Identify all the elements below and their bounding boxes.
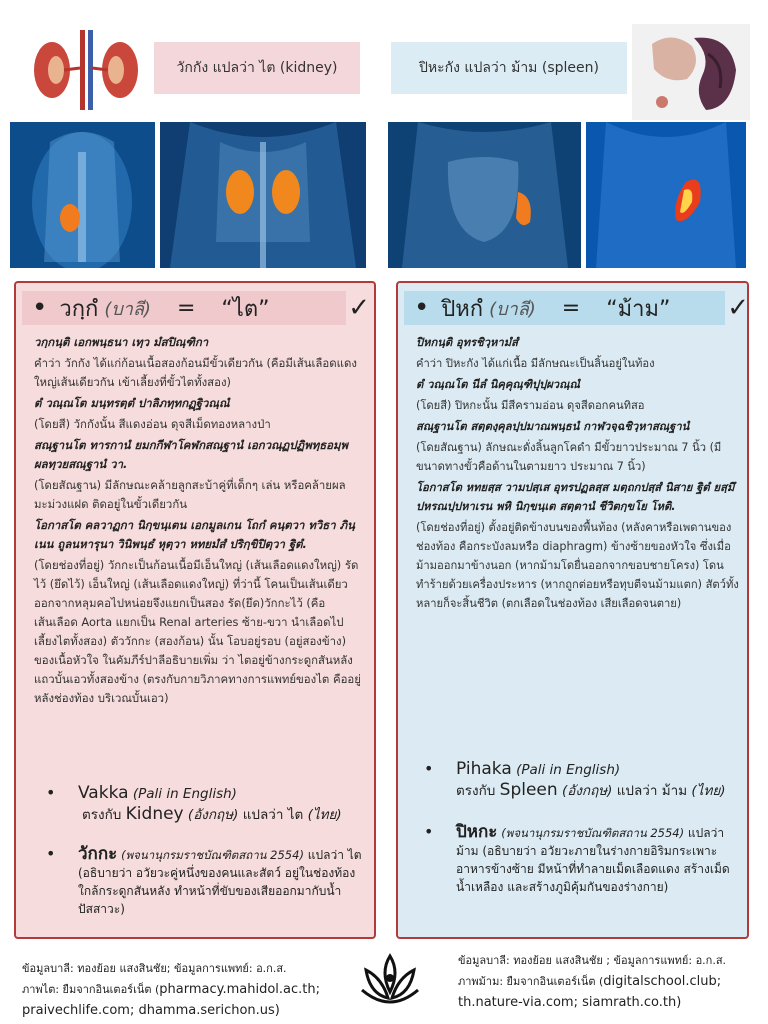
bullet-icon: • xyxy=(46,783,56,802)
equals-sign: = xyxy=(176,295,196,321)
english-term: Kidney xyxy=(125,804,184,824)
source-link[interactable]: pharmacy.mahidol.ac.th; xyxy=(159,982,321,997)
english-term: Spleen xyxy=(499,780,558,800)
pali-verse: ปิหกนฺติ อุทรชิวฺหามํสํ xyxy=(416,336,518,349)
term-note: (Pali in English) xyxy=(516,762,621,778)
pali-verse: สณฺฐานโต ทารกานํ ยมกกีฬาโคฬกสณฺฐานํ เอกวณฺฏปฏิพทฺธอมฺพผลทฺวยสณฺฐานํ วา. xyxy=(34,438,349,471)
text: (อังกฤษ) xyxy=(187,807,239,823)
thai-translation: (โดยสี) ปิหกะนั้น มีสีครามอ่อน ดุจสีดอกคนทิสอ xyxy=(416,399,645,412)
thai-translation: (โดยช่องที่อยู่) ตั้งอยู่ติดข้างบนของพื้นท้อง (หลังคาหรือเพดานของช่องท้อง คือกระบังลมหรือ diaphragm) ข้างซ้ายของหัวใจ ซึ่งเมื่อม้ามออกมาข้างนอก (หากม้ามโดยื่นออกจากขอบชายโครง) โดนทำร้ายด้วยเครื่องประหาร (หากถูกต่อยหรือทุบตีจนม้ามแตก) สัตว์ทั้งหลายก็จะสิ้นชีวิต (ตกเลือดในช่องท้อง เสียเลือดจนตาย) xyxy=(416,521,739,610)
kidney-title: วกฺกํ xyxy=(59,296,99,322)
source-link[interactable]: th.nature-via.com; siamrath.co.th) xyxy=(458,995,682,1010)
dictionary-definition: แปลว่า ไต (อธิบายว่า อวัยวะคู่หนึ่งของคนและสัตว์ อยู่ในช่องท้องใกล้กระดูกสันหลัง ทำหน้าที่ขับของเสียออกมากับน้ำปัสสาวะ) xyxy=(78,848,362,916)
credit-line: ภาพไต: ยืมจากอินเตอร์เน็ต ( xyxy=(22,983,160,996)
thai-translation: คำว่า ปิหะกัง ได้แก่เนื้อ มีลักษณะเป็นลิ้นอยู่ในท้อง xyxy=(416,357,655,370)
kidney-xray-image-2 xyxy=(160,122,366,268)
pali-verse: ตํ วณฺณโต นีลํ นิคฺคุณฺฑิปุปฺผวณฺณํ xyxy=(416,378,580,391)
equals-sign: = xyxy=(561,295,581,321)
term-note: (Pali in English) xyxy=(132,786,237,802)
bullet-icon: • xyxy=(424,822,434,841)
kidney-xray-image-1 xyxy=(10,122,155,268)
text: ตรงกับ xyxy=(82,807,122,823)
text: (ไทย) xyxy=(691,783,726,799)
dictionary-definition: แปลว่า ม้าม (อธิบายว่า อวัยวะภายในร่างกายอิริมกระเพาะอาหารข้างซ้าย มีหน้าที่ทำลายเม็ดเลือดแดง สร้างเม็ดน้ำเหลือง และสร้างภูมิคุ้มกันของร่างกาย) xyxy=(456,826,730,894)
bullet-icon: • xyxy=(46,844,56,863)
lotus-logo-icon xyxy=(356,948,424,1018)
bullet-icon: • xyxy=(414,293,430,323)
pali-verse: วกฺกนฺติ เอกพนฺธนา เทฺว มํสปิณฺฑิกา xyxy=(34,335,209,349)
pali-verse: สณฺฐานโต สตฺตงฺคุลปฺปมาณพนฺธนํ กาฬวจฺฉชิวฺหาสณฺฐานํ xyxy=(416,420,690,433)
spleen-diagram-icon xyxy=(632,24,750,120)
kidney-credits xyxy=(22,958,362,1021)
thai-translation: (โดยสี) วักกังนั้น สีแดงอ่อน ดุจสีเม็ดทองหลางป่า xyxy=(34,417,271,431)
spleen-xray-image-1 xyxy=(388,122,581,268)
bullet-icon: • xyxy=(424,759,434,778)
spleen-header-label: ปิหะกัง แปลว่า ม้าม (spleen) xyxy=(391,42,627,94)
kidney-english-bullet xyxy=(46,783,368,825)
text: แปลว่า ม้าม xyxy=(616,783,688,799)
spleen-pali-tag: (บาลี) xyxy=(489,298,536,320)
text: (ไทย) xyxy=(307,807,342,823)
text: แปลว่า ไต xyxy=(242,807,304,823)
thai-term: ปิหกะ xyxy=(456,822,498,842)
check-mark-icon: ✓ xyxy=(348,293,370,323)
credit-line: ข้อมูลบาลี: ทองย้อย แสงสินชัย; ข้อมูลการแพทย์: อ.ก.ส. xyxy=(22,962,287,975)
pali-verse: โอกาสโต หทยสฺส วามปสฺเส อุทรปฏลสฺส มตฺถกปสฺสํ นิสาย ฐิตํ ยสฺมึ ปหรณปฺปหาเรน พหิ นิกฺขนฺเต สตฺตานํ ชีวิตกฺขโย โหติ. xyxy=(416,481,735,513)
text: (อังกฤษ) xyxy=(561,783,613,799)
thai-translation: (โดยสัณฐาน) มีลักษณะคล้ายลูกสะบ้าคู่ที่เด็กๆ เล่น หรือคล้ายผลมะม่วงแฝด ติดอยู่ในขั้วเดียวกัน xyxy=(34,478,346,511)
dictionary-source: (พจนานุกรมราชบัณฑิตสถาน 2554) xyxy=(501,826,685,840)
text: ตรงกับ xyxy=(456,783,496,799)
credit-line: ภาพม้าม: ยืมจากอินเตอร์เน็ต ( xyxy=(458,975,604,988)
kidney-body-text xyxy=(34,333,364,710)
thai-translation: คำว่า วักกัง ได้แก่ก้อนเนื้อสองก้อนมีขั้วเดียวกัน (คือมีเส้นเลือดแดงใหญ่เส้นเดียวกัน เข้าเลี้ยงที่ขั้วไตทั้งสอง) xyxy=(34,356,357,389)
kidney-heading xyxy=(22,291,370,325)
kidney-diagram-icon xyxy=(30,30,142,110)
thai-translation: (โดยช่องที่อยู่) วักกะเป็นก้อนเนื้อมีเอ็นใหญ่ (เส้นเลือดแดงใหญ่) รัดไว้ (ยึดไว้) เอ็นใหญ่ (เส้นเลือดแดงใหญ่) ที่ว่านี้ โคนเป็นเส้นเดียวออกจากหลุมคอไปหน่อยจึงแยกเป็นสอง รัด(ยึด)วักกะไว้ (คือเส้นเลือด Aorta แยกเป็น Renal arteries ซ้าย-ขวา นำเลือดไปเลี้ยงไตทั้งสอง) ตัววักกะ (สองก้อน) นั้น โอบอยู่รอบ (อยู่สองข้าง) ของเนื้อหัวใจ ในคัมภีร์ปาลีอธิบายเพิ่ม ว่า ไตอยู่ข้างกระดูกสันหลัง แถวบั้นเอวทั้งสองข้าง (ตรงกับกายวิภาคทางการแพทย์ของไต คืออยู่หลังช่องท้อง บริเวณบั้นเอว) xyxy=(34,558,361,705)
pali-verse: ตํ วณฺณโต มนฺทรตฺตํ ปาลิภทฺทกฏฺฐิวณฺณํ xyxy=(34,396,230,410)
kidney-header-label: วักกัง แปลว่า ไต (kidney) xyxy=(154,42,360,94)
kidney-dictionary-bullet xyxy=(46,844,368,918)
thai-term: วักกะ xyxy=(78,844,118,864)
pali-verse: โอกาสโต คลวาฏกา นิกฺขนฺเตน เอกมูลเกน โถกํ คนฺตวา ทวิธา ภินฺเนน ถูลนหารุนา วินิพนฺธํ หุตฺวา หทยมํสํ ปริกฺขิปิตฺวา ฐิตํ. xyxy=(34,518,355,551)
spleen-credits xyxy=(458,950,758,1013)
check-mark-icon: ✓ xyxy=(727,293,749,323)
pali-english-term: Pihaka xyxy=(456,759,512,779)
credit-line: ข้อมูลบาลี: ทองย้อย แสงสินชัย ; ข้อมูลการแพทย์: อ.ก.ส. xyxy=(458,954,727,967)
spleen-dictionary-bullet xyxy=(424,822,741,896)
kidney-pali-tag: (บาลี) xyxy=(104,298,151,320)
spleen-panel xyxy=(396,281,749,939)
spleen-title: ปิหกํ xyxy=(441,296,484,322)
spleen-body-text xyxy=(416,333,739,615)
kidney-meaning: “ไต” xyxy=(221,296,270,322)
spleen-meaning: “ม้าม” xyxy=(606,296,671,322)
kidney-panel xyxy=(14,281,376,939)
spleen-xray-image-2 xyxy=(586,122,746,268)
pali-english-term: Vakka xyxy=(78,783,129,803)
source-link[interactable]: praivechlife.com; dhamma.serichon.us) xyxy=(22,1003,280,1018)
thai-translation: (โดยสัณฐาน) ลักษณะดั่งลิ้นลูกโคดำ มีขั้วยาวประมาณ 7 นิ้ว (มีขนาดทางขั้วคือด้านในตามยาว ประมาณ 7 นิ้ว) xyxy=(416,441,722,473)
spleen-english-bullet xyxy=(424,759,741,801)
source-link[interactable]: digitalschool.club; xyxy=(603,974,722,989)
dictionary-source: (พจนานุกรมราชบัณฑิตสถาน 2554) xyxy=(121,848,304,862)
spleen-heading xyxy=(404,291,749,325)
bullet-icon: • xyxy=(32,293,48,323)
